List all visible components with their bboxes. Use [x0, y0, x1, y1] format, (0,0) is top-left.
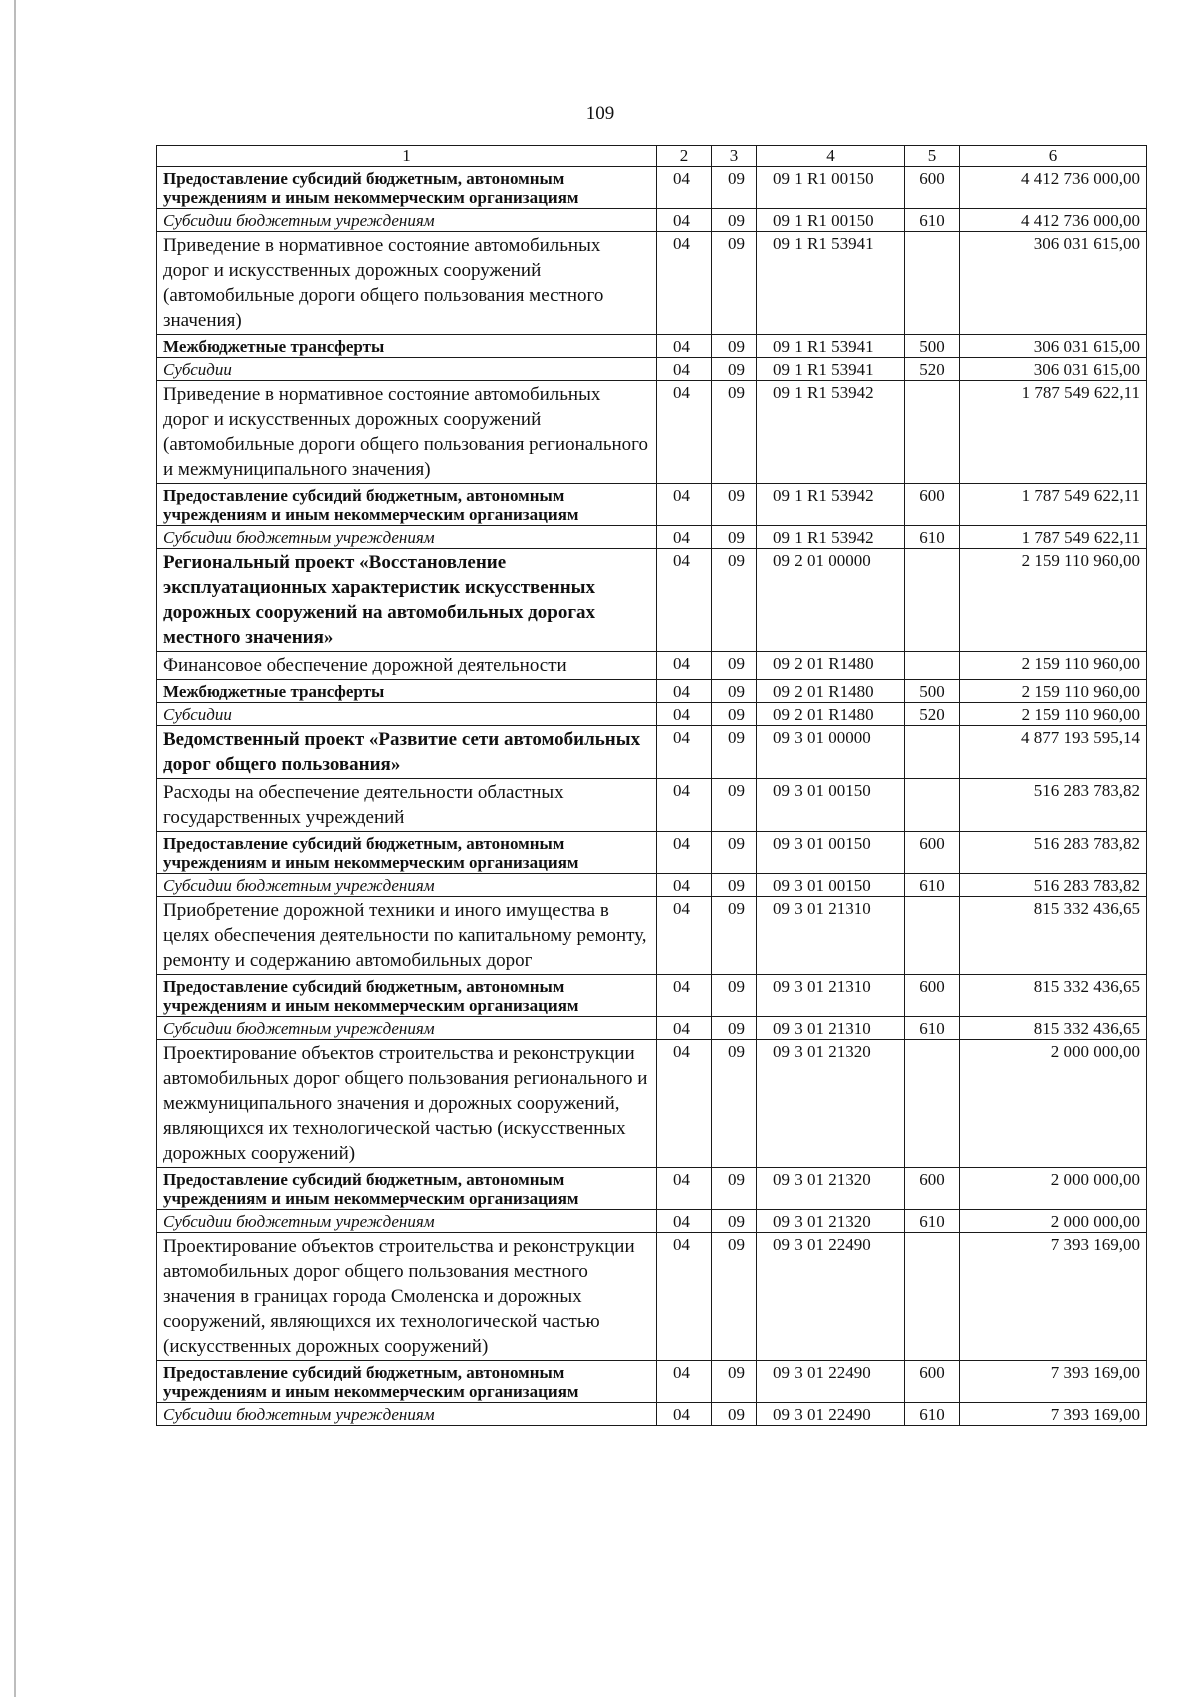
row-name: Приведение в нормативное состояние автомобильных дорог и искусственных дорожных сооружений (автомобильные дороги общего пользования местного значения): [157, 232, 657, 335]
row-amount: 516 283 783,82: [960, 779, 1147, 832]
table-row: [157, 832, 1147, 874]
row-target-article: 09 2 01 R1480: [757, 703, 905, 726]
row-section: 04: [657, 726, 712, 779]
header-col-5: 5: [905, 146, 960, 167]
table-row: [157, 1168, 1147, 1210]
row-name: Расходы на обеспечение деятельности областных государственных учреждений: [157, 779, 657, 832]
row-name: Субсидии бюджетным учреждениям: [157, 1017, 657, 1040]
row-amount: 7 393 169,00: [960, 1233, 1147, 1361]
row-target-article: 09 3 01 21310: [757, 897, 905, 975]
row-amount: 4 412 736 000,00: [960, 209, 1147, 232]
row-amount: 516 283 783,82: [960, 832, 1147, 874]
row-amount: 7 393 169,00: [960, 1403, 1147, 1426]
row-target-article: 09 3 01 00150: [757, 779, 905, 832]
row-amount: 1 787 549 622,11: [960, 484, 1147, 526]
row-name: Предоставление субсидий бюджетным, автономным учреждениям и иным некоммерческим организациям: [157, 484, 657, 526]
row-subsection: 09: [712, 832, 757, 874]
row-target-article: 09 2 01 00000: [757, 549, 905, 652]
table-row: [157, 874, 1147, 897]
table-row: [157, 484, 1147, 526]
row-name: Ведомственный проект «Развитие сети автомобильных дорог общего пользования»: [157, 726, 657, 779]
row-target-article: 09 3 01 21310: [757, 1017, 905, 1040]
row-target-article: 09 1 R1 53941: [757, 335, 905, 358]
row-expense-type: [905, 381, 960, 484]
row-name: Предоставление субсидий бюджетным, автономным учреждениям и иным некоммерческим организациям: [157, 1361, 657, 1403]
row-subsection: 09: [712, 703, 757, 726]
row-section: 04: [657, 1040, 712, 1168]
header-col-1: 1: [157, 146, 657, 167]
row-section: 04: [657, 680, 712, 703]
row-amount: 4 412 736 000,00: [960, 167, 1147, 209]
row-expense-type: 500: [905, 680, 960, 703]
row-subsection: 09: [712, 484, 757, 526]
row-target-article: 09 3 01 21320: [757, 1040, 905, 1168]
row-subsection: 09: [712, 526, 757, 549]
row-target-article: 09 3 01 22490: [757, 1233, 905, 1361]
row-target-article: 09 1 R1 00150: [757, 209, 905, 232]
row-name: Субсидии бюджетным учреждениям: [157, 209, 657, 232]
table-row: [157, 1040, 1147, 1168]
row-expense-type: [905, 726, 960, 779]
row-amount: 815 332 436,65: [960, 1017, 1147, 1040]
row-section: 04: [657, 703, 712, 726]
table-row: [157, 975, 1147, 1017]
header-col-6: 6: [960, 146, 1147, 167]
row-section: 04: [657, 897, 712, 975]
row-section: 04: [657, 232, 712, 335]
row-name: Межбюджетные трансферты: [157, 680, 657, 703]
row-name: Предоставление субсидий бюджетным, автономным учреждениям и иным некоммерческим организациям: [157, 1168, 657, 1210]
row-section: 04: [657, 526, 712, 549]
row-name: Субсидии бюджетным учреждениям: [157, 874, 657, 897]
scan-margin-line: [14, 0, 16, 1697]
row-expense-type: 610: [905, 1403, 960, 1426]
row-target-article: 09 1 R1 53942: [757, 381, 905, 484]
row-section: 04: [657, 381, 712, 484]
row-subsection: 09: [712, 549, 757, 652]
row-expense-type: 520: [905, 358, 960, 381]
row-section: 04: [657, 1210, 712, 1233]
row-section: 04: [657, 874, 712, 897]
header-col-3: 3: [712, 146, 757, 167]
header-row: [157, 146, 1147, 167]
row-subsection: 09: [712, 726, 757, 779]
row-expense-type: 500: [905, 335, 960, 358]
table-row: [157, 1017, 1147, 1040]
header-col-4: 4: [757, 146, 905, 167]
row-expense-type: [905, 779, 960, 832]
table-row: [157, 526, 1147, 549]
row-target-article: 09 3 01 00000: [757, 726, 905, 779]
table-row: [157, 680, 1147, 703]
row-target-article: 09 3 01 21310: [757, 975, 905, 1017]
row-expense-type: [905, 232, 960, 335]
table-row: [157, 1403, 1147, 1426]
row-name: Субсидии: [157, 358, 657, 381]
row-expense-type: [905, 897, 960, 975]
row-target-article: 09 1 R1 00150: [757, 167, 905, 209]
budget-table: [156, 145, 1147, 1426]
row-amount: 2 159 110 960,00: [960, 652, 1147, 680]
row-name: Приобретение дорожной техники и иного имущества в целях обеспечения деятельности по капитальному ремонту, ремонту и содержанию автомобильных дорог: [157, 897, 657, 975]
row-subsection: 09: [712, 975, 757, 1017]
row-amount: 2 000 000,00: [960, 1168, 1147, 1210]
row-expense-type: 610: [905, 1017, 960, 1040]
row-name: Субсидии бюджетным учреждениям: [157, 1210, 657, 1233]
row-expense-type: 600: [905, 1361, 960, 1403]
row-subsection: 09: [712, 335, 757, 358]
table-body: [157, 167, 1147, 1426]
row-expense-type: 600: [905, 167, 960, 209]
row-section: 04: [657, 209, 712, 232]
row-section: 04: [657, 484, 712, 526]
row-target-article: 09 3 01 00150: [757, 874, 905, 897]
row-name: Предоставление субсидий бюджетным, автономным учреждениям и иным некоммерческим организациям: [157, 832, 657, 874]
table-row: [157, 779, 1147, 832]
table-row: [157, 358, 1147, 381]
row-subsection: 09: [712, 779, 757, 832]
row-expense-type: [905, 652, 960, 680]
row-name: Субсидии бюджетным учреждениям: [157, 526, 657, 549]
row-name: Проектирование объектов строительства и реконструкции автомобильных дорог общего пользования регионального и межмуниципального значения и дорожных сооружений, являющихся их технологической частью (искусственных дорожных сооружений): [157, 1040, 657, 1168]
row-target-article: 09 1 R1 53941: [757, 358, 905, 381]
row-target-article: 09 3 01 22490: [757, 1403, 905, 1426]
row-section: 04: [657, 1233, 712, 1361]
row-target-article: 09 2 01 R1480: [757, 652, 905, 680]
table-row: [157, 335, 1147, 358]
table-row: [157, 1210, 1147, 1233]
row-name: Приведение в нормативное состояние автомобильных дорог и искусственных дорожных сооружений (автомобильные дороги общего пользования регионального и межмуниципального значения): [157, 381, 657, 484]
table-row: [157, 232, 1147, 335]
row-name: Субсидии бюджетным учреждениям: [157, 1403, 657, 1426]
row-subsection: 09: [712, 652, 757, 680]
row-expense-type: 600: [905, 1168, 960, 1210]
row-section: 04: [657, 1017, 712, 1040]
row-subsection: 09: [712, 209, 757, 232]
row-section: 04: [657, 1168, 712, 1210]
row-amount: 2 000 000,00: [960, 1210, 1147, 1233]
row-amount: 2 159 110 960,00: [960, 703, 1147, 726]
row-amount: 7 393 169,00: [960, 1361, 1147, 1403]
row-name: Региональный проект «Восстановление эксплуатационных характеристик искусственных дорожных сооружений на автомобильных дорогах местного значения»: [157, 549, 657, 652]
row-expense-type: 610: [905, 1210, 960, 1233]
table-row: [157, 1361, 1147, 1403]
row-section: 04: [657, 652, 712, 680]
row-subsection: 09: [712, 1210, 757, 1233]
table-row: [157, 209, 1147, 232]
row-expense-type: 610: [905, 526, 960, 549]
row-expense-type: [905, 549, 960, 652]
row-target-article: 09 3 01 22490: [757, 1361, 905, 1403]
row-amount: 2 159 110 960,00: [960, 680, 1147, 703]
table-row: [157, 167, 1147, 209]
row-expense-type: [905, 1040, 960, 1168]
row-amount: 2 159 110 960,00: [960, 549, 1147, 652]
row-subsection: 09: [712, 1017, 757, 1040]
row-target-article: 09 3 01 21320: [757, 1210, 905, 1233]
table-row: [157, 897, 1147, 975]
row-subsection: 09: [712, 1040, 757, 1168]
row-expense-type: 600: [905, 484, 960, 526]
row-subsection: 09: [712, 1233, 757, 1361]
row-expense-type: 600: [905, 832, 960, 874]
row-expense-type: 520: [905, 703, 960, 726]
row-name: Предоставление субсидий бюджетным, автономным учреждениям и иным некоммерческим организациям: [157, 167, 657, 209]
row-amount: 1 787 549 622,11: [960, 381, 1147, 484]
row-expense-type: 610: [905, 209, 960, 232]
row-expense-type: 600: [905, 975, 960, 1017]
row-amount: 4 877 193 595,14: [960, 726, 1147, 779]
table-row: [157, 1233, 1147, 1361]
row-section: 04: [657, 832, 712, 874]
row-section: 04: [657, 167, 712, 209]
row-amount: 815 332 436,65: [960, 897, 1147, 975]
row-expense-type: 610: [905, 874, 960, 897]
row-expense-type: [905, 1233, 960, 1361]
row-subsection: 09: [712, 1361, 757, 1403]
row-amount: 516 283 783,82: [960, 874, 1147, 897]
table-header: [157, 146, 1147, 167]
table-row: [157, 549, 1147, 652]
row-subsection: 09: [712, 381, 757, 484]
table-row: [157, 652, 1147, 680]
row-section: 04: [657, 1403, 712, 1426]
row-subsection: 09: [712, 680, 757, 703]
row-amount: 815 332 436,65: [960, 975, 1147, 1017]
row-subsection: 09: [712, 358, 757, 381]
row-section: 04: [657, 335, 712, 358]
row-target-article: 09 1 R1 53942: [757, 526, 905, 549]
row-target-article: 09 2 01 R1480: [757, 680, 905, 703]
row-section: 04: [657, 1361, 712, 1403]
row-target-article: 09 1 R1 53941: [757, 232, 905, 335]
table-row: [157, 703, 1147, 726]
row-section: 04: [657, 549, 712, 652]
row-name: Проектирование объектов строительства и реконструкции автомобильных дорог общего пользования местного значения в границах города Смоленска и дорожных сооружений, являющихся их технологической частью (искусственных дорожных сооружений): [157, 1233, 657, 1361]
table-row: [157, 726, 1147, 779]
row-name: Межбюджетные трансферты: [157, 335, 657, 358]
row-subsection: 09: [712, 167, 757, 209]
row-target-article: 09 3 01 00150: [757, 832, 905, 874]
row-section: 04: [657, 779, 712, 832]
page-number: 109: [585, 103, 615, 124]
row-target-article: 09 1 R1 53942: [757, 484, 905, 526]
row-target-article: 09 3 01 21320: [757, 1168, 905, 1210]
row-name: Финансовое обеспечение дорожной деятельности: [157, 652, 657, 680]
row-name: Субсидии: [157, 703, 657, 726]
header-col-2: 2: [657, 146, 712, 167]
row-section: 04: [657, 975, 712, 1017]
table-row: [157, 381, 1147, 484]
row-subsection: 09: [712, 874, 757, 897]
row-subsection: 09: [712, 1168, 757, 1210]
row-amount: 306 031 615,00: [960, 335, 1147, 358]
row-subsection: 09: [712, 232, 757, 335]
row-amount: 306 031 615,00: [960, 232, 1147, 335]
row-amount: 306 031 615,00: [960, 358, 1147, 381]
row-name: Предоставление субсидий бюджетным, автономным учреждениям и иным некоммерческим организациям: [157, 975, 657, 1017]
row-section: 04: [657, 358, 712, 381]
row-amount: 2 000 000,00: [960, 1040, 1147, 1168]
row-subsection: 09: [712, 897, 757, 975]
row-amount: 1 787 549 622,11: [960, 526, 1147, 549]
row-subsection: 09: [712, 1403, 757, 1426]
